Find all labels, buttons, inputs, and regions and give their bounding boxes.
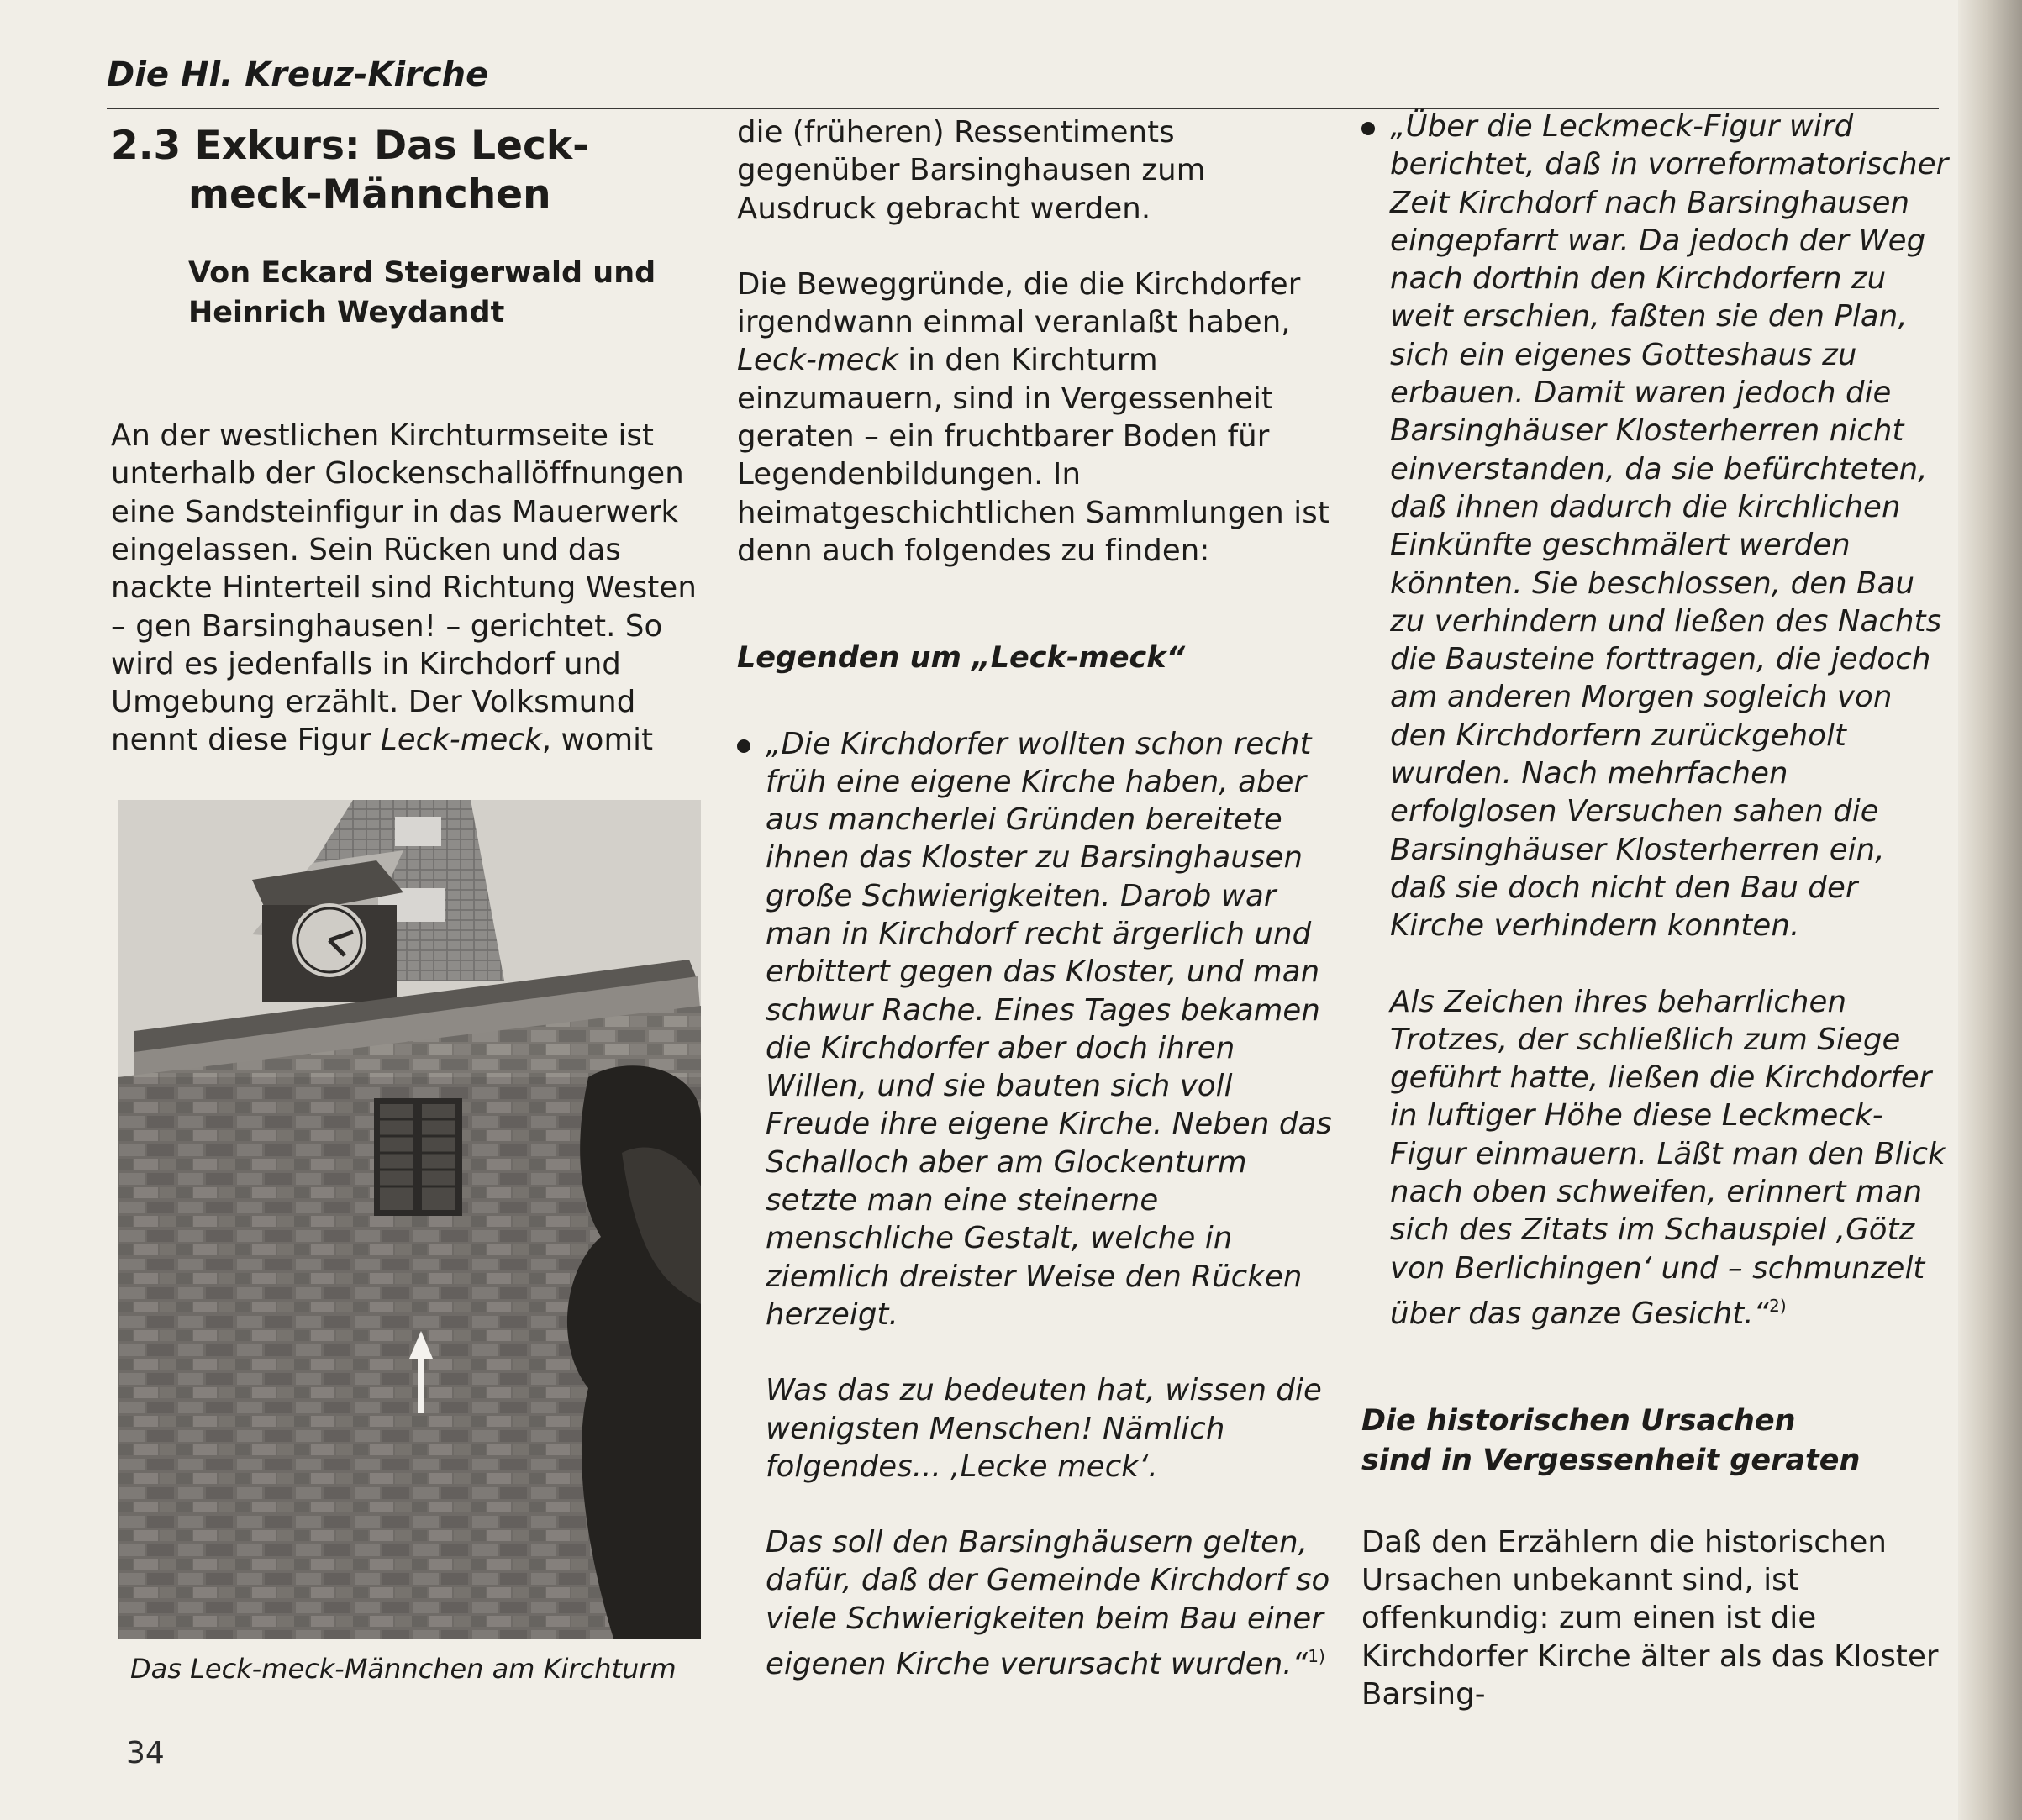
- running-head: Die Hl. Kreuz-Kirche: [107, 55, 489, 94]
- church-tower-photo: [118, 800, 701, 1639]
- historical-causes-heading-line-2: sind in Vergessenheit geraten: [1361, 1444, 1861, 1478]
- section-title-line-1: 2.3 Exkurs: Das Leck-: [111, 123, 589, 169]
- section-title: [111, 122, 716, 220]
- historical-causes-heading: [1361, 1402, 1950, 1481]
- beweggruende-emphasis: Leck-meck: [737, 343, 898, 378]
- page-gutter-shadow: [1958, 0, 2022, 1820]
- intro-emphasis: Leck-meck: [380, 723, 542, 758]
- church-tower-illustration: [118, 800, 701, 1639]
- footnote-marker-2: 2): [1769, 1295, 1787, 1316]
- bullet-dot-icon: [737, 739, 750, 753]
- legend-2-paragraph-2: [1361, 983, 1950, 1333]
- page-number: 34: [126, 1736, 165, 1770]
- legend-1-paragraph-2: Was das zu bedeuten hat, wissen die wenigsten Menschen! Nämlich folgendes... ‚Lecke meck‘.: [766, 1373, 1322, 1484]
- paragraph-historical-causes: Daß den Erzählern die historischen Ursachen unbekannt sind, ist offenkundig: zum einen ist die Kirchdorfer Kirche älter als das Kloster Barsing-: [1361, 1524, 1939, 1712]
- legend-2-paragraph-2-text: Als Zeichen ihres beharrlichen Trotzes, der schließlich zum Siege geführt hatte, ließen die Kirchdorfer in luftiger Höhe diese Leckmeck-Figur einmauern. Läßt man den Blick nach oben schweifen, erinnert man sich des Zitats im Schauspiel ‚Götz von Berlichingen‘ und – schmunzelt über das ganze Gesicht.“: [1390, 984, 1946, 1331]
- legend-2-text: „Über die Leckmeck-Figur wird berichtet, daß in vorreformatorischer Zeit Kirchdorf nach Barsinghausen eingepfarrt war. Da jedoch der Weg nach dorthin den Kirchdorfern zu weit erschien, faßten sie den Plan, sich ein eigenes Gotteshaus zu erbauen. Damit waren jedoch die Barsinghäuser Klosterherren nicht einverstanden, da sie befürchteten, daß ihnen dadurch die kirchlichen Einkünfte geschmälert werden könnten. Sie beschlossen, den Bau zu verhindern und ließen des Nachts die Bausteine forttragen, die jedoch am anderen Morgen sogleich von den Kirchdorfern zurückgeholt wurden. Nach mehrfachen erfolglosen Versuchen sahen die Barsinghäuser Klosterherren ein, daß sie doch nicht den Bau der Kirche verhindern konnten.: [1390, 109, 1949, 944]
- byline: [188, 254, 716, 334]
- column-1: [111, 122, 716, 760]
- paragraph-beweggruende: [737, 266, 1342, 570]
- photo-caption: Das Leck-meck-Männchen am Kirchturm: [130, 1653, 677, 1685]
- byline-line-2: Heinrich Weydandt: [188, 295, 505, 329]
- legends-heading: Legenden um „Leck-meck“: [737, 641, 1186, 676]
- beweggruende-text-end: in den Kirchturm einzumauern, sind in Vergessenheit geraten – ein fruchtbarer Boden für Legendenbildungen. In heimatgeschichtlichen Sammlungen ist denn auch folgendes zu finden:: [737, 343, 1330, 568]
- intro-paragraph: [111, 417, 716, 760]
- legend-1-text: „Die Kirchdorfer wollten schon recht früh eine eigene Kirche haben, aber aus mancherlei Gründen bereitete ihnen das Kloster zu Barsinghausen große Schwierigkeiten. Darob war man in Kirchdorf recht ärgerlich und erbittert gegen das Kloster, und man schwur Rache. Eines Tages bekamen die Kirchdorfer aber doch ihren Willen, und sie bauten sich voll Freude ihre eigene Kirche. Neben das Schalloch aber am Glockenturm setzte man eine steinerne menschliche Gestalt, welche in ziemlich dreister Weise den Rücken herzeigt.: [766, 726, 1332, 1332]
- byline-line-1: Von Eckard Steigerwald und: [188, 255, 656, 290]
- intro-text-end: , womit: [541, 723, 654, 758]
- legend-1-paragraph-3: [766, 1523, 1342, 1683]
- intro-text-start: An der westlichen Kirchturmseite ist unterhalb der Glockenschallöffnungen eine Sandsteinfigur in das Mauerwerk eingelassen. Sein Rücken und das nackte Hinterteil sind Richtung Westen – gen Barsinghausen! – gerichtet. So wird es jedenfalls in Kirchdorf und Umgebung erzählt. Der Volksmund nennt diese Figur: [111, 418, 697, 758]
- legend-2: [1361, 108, 1950, 945]
- footnote-marker-1: 1): [1308, 1646, 1325, 1667]
- column-2: [737, 113, 1342, 1683]
- beweggruende-text-start: Die Beweggründe, die die Kirchdorfer irgendwann einmal veranlaßt haben,: [737, 266, 1301, 340]
- bullet-dot-icon: [1361, 122, 1375, 135]
- legend-1: [737, 725, 1342, 1684]
- legend-1-paragraph-3-text: Das soll den Barsinghäusern gelten, dafür, daß der Gemeinde Kirchdorf so viele Schwierigkeiten beim Bau einer eigenen Kirche verursacht wurden.“: [766, 1525, 1330, 1682]
- section-title-line-2: meck-Männchen: [188, 171, 551, 218]
- historical-causes-heading-line-1: Die historischen Ursachen: [1361, 1404, 1796, 1439]
- paragraph-ressentiments: die (früheren) Ressentiments gegenüber Barsinghausen zum Ausdruck gebracht werden.: [737, 115, 1206, 226]
- column-3: [1361, 108, 1950, 1713]
